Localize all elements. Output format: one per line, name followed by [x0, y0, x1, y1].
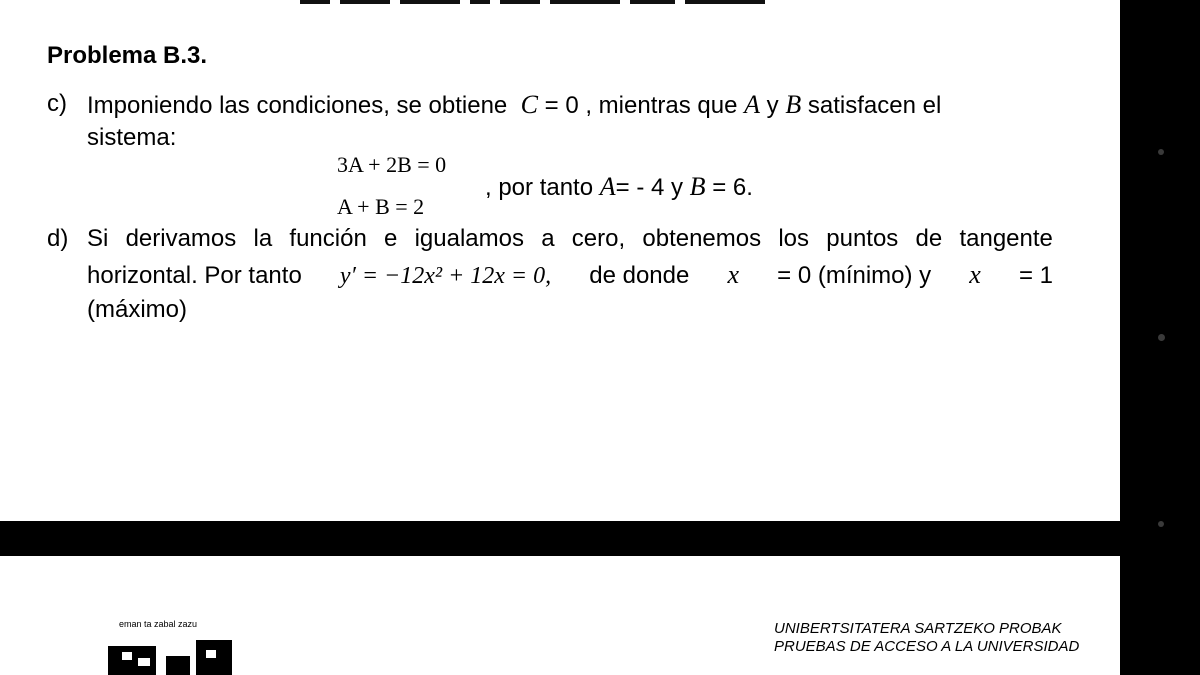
item-d-line-2	[87, 260, 1053, 290]
logo-caption: eman ta zabal zazu	[119, 619, 198, 629]
side-dot-icon	[1158, 334, 1165, 341]
derivative-formula: y′ = −12x² + 12x = 0,	[339, 263, 552, 289]
word: puntos	[826, 225, 899, 252]
footer-line-2: PRUEBAS DE ACCESO A LA UNIVERSIDAD	[774, 638, 1080, 655]
item-d-line-1	[87, 225, 1053, 253]
item-c-text-1: Imponiendo las condiciones, se obtiene	[87, 92, 508, 119]
system-conclusion	[485, 172, 753, 202]
conclusion-a-value: = - 4 y	[615, 174, 683, 201]
item-c-eq0: = 0	[544, 92, 579, 119]
item-c-text-2: , mientras que	[585, 92, 738, 119]
item-d-text-4: = 1	[1018, 262, 1053, 289]
system-equation-2: A + B = 2	[337, 194, 425, 219]
system-equation-1: 3A + 2B = 0	[337, 152, 447, 177]
word: igualamos	[414, 225, 524, 252]
university-logo	[108, 636, 232, 675]
cropped-text-line	[300, 0, 820, 6]
item-d-label: d)	[47, 225, 69, 252]
problem-heading: Problema B.3.	[47, 42, 208, 69]
word: derivamos	[125, 225, 237, 252]
item-d-line-3: (máximo)	[87, 296, 187, 323]
conclusion-var-A: A	[599, 172, 616, 201]
word: obtenemos	[642, 225, 762, 252]
var-x-2: x	[969, 260, 981, 289]
word: cero,	[571, 225, 626, 252]
conclusion-b-value: = 6.	[712, 174, 753, 201]
word: la	[253, 225, 273, 252]
word: e	[384, 225, 398, 252]
item-c-and: y	[766, 92, 779, 119]
var-x-1: x	[727, 260, 740, 289]
item-c-line-1	[87, 90, 941, 120]
word: de	[915, 225, 943, 252]
word: Si	[87, 225, 109, 252]
word: tangente	[959, 225, 1053, 252]
side-dot-icon	[1158, 149, 1164, 155]
var-B: B	[785, 90, 802, 119]
var-C: C	[520, 90, 538, 119]
item-c-line-2: sistema:	[87, 124, 177, 151]
item-d-text-3: = 0 (mínimo) y	[777, 262, 932, 289]
conclusion-var-B: B	[689, 172, 706, 201]
item-c-label: c)	[47, 90, 67, 117]
item-d-text-1: horizontal. Por tanto	[87, 262, 302, 289]
side-dot-icon	[1158, 521, 1164, 527]
var-A: A	[744, 90, 760, 119]
word: a	[541, 225, 555, 252]
item-d-text-2: de donde	[589, 262, 690, 289]
document-page-bottom	[0, 556, 1120, 675]
footer-line-1: UNIBERTSITATERA SARTZEKO PROBAK	[774, 620, 1062, 637]
conclusion-text: , por tanto	[485, 174, 594, 201]
word: función	[289, 225, 367, 252]
word: los	[778, 225, 810, 252]
item-c-text-3: satisfacen el	[807, 92, 942, 119]
